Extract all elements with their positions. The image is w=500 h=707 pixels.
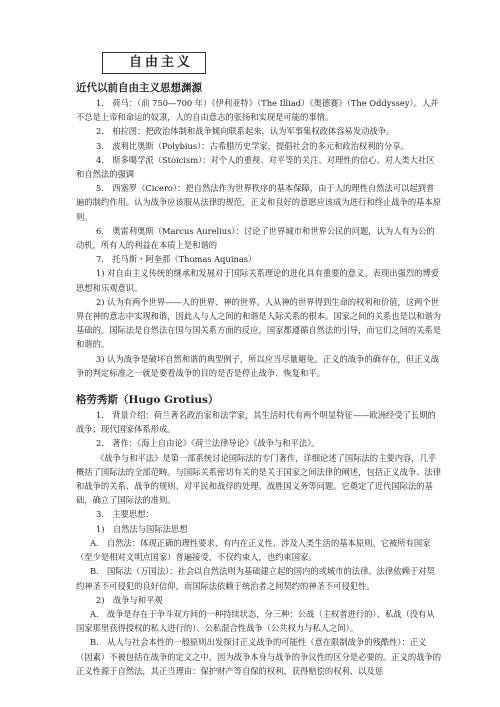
paragraph-just-war: B. 从人与社会本性的一般原则出发探讨正义战争的可能性（意在限制战争的残酷性）：正义（因素）不被包括在战争的定义之中，因为战争本身与战争的争议性的区分是必要的。正义的战争的正义性源于自然法，其正当理由：保护财产等自保的权利、获得赔偿的权利、以及惩 [76, 637, 442, 676]
subheading-war-peace: 2) 战争与和平观 [96, 594, 163, 605]
paragraph-war-and-peace: 《战争与和平法》是第一部系统讨论国际法的专门著作，详细论述了国际法的主要内容，几乎概括了国际法的全部范畴。与国际关系密切有关的是关于国家之间法律的阐述，包括正义战争、法律和战争的关系、战争的规则、对平民和战俘的处理、战胜国义务等问题。它奠定了近代国际法的基础，确立了国际法的准则。 [76, 452, 442, 506]
paragraph-war-types: A. 战争是存在于争斗双方间的一种持续状态，分三种：公战（主权者进行的）、私战（没有从国家那里获得授权的私人进行的）、公私混合性战争（公共权力与私人之间）。 [76, 608, 435, 634]
paragraph-aquinas: 7. 托马斯・阿奎那（Thomas Aquinas） [96, 254, 257, 265]
aquinas-point-1: 1) 对自由主义传统的继承和发展对于国际关系理论的进化具有重要的意义。表现出强烈的博爱思想和乐观意识。 [76, 268, 440, 293]
paragraph-international-law: B. 国际法（万国法）：社会以自然法则为基础建立起的国内的或城市的法律。法律依赖于对契约神圣不可侵犯的良好信仰，而国际法依赖于统治者之间契约的神圣不可侵犯性。 [76, 566, 435, 591]
paragraph-plato: 2. 柏拉图：把政治体制和战争倾向联系起来，认为军事集权政体容易发动战争。 [96, 126, 395, 137]
subheading-natural-law: 1) 自然法与国际法思想 [96, 523, 188, 534]
paragraph-aurelius: 6. 奥雷利奥斯（Marcus Aurelius）：讨论了世界城市和世界公民的问题，认为人有为公的动机，所有人的利益在本质上是和谐的 [76, 225, 435, 251]
paragraph-works: 2. 著作：《海上自由论》《荷兰法律导论》《战争与和平法》。 [96, 438, 320, 449]
section-heading-origins: 近代以前自由主义思想渊源 [76, 82, 202, 94]
document-title: 自由主义 [102, 52, 206, 74]
paragraph-polybius: 3. 波利比奥斯（Polybius）：古希腊历史学家，提倡社会的多元和政治权利的分享。 [96, 140, 409, 151]
paragraph-homer: 1. 荷马：（前 750—700 年）《伊利亚特》（The Illiad）《奥德赛》（The Oddyssey）。人并不总是上帝和命运的奴隶，人的自由意志的张扬和实现是可能的事情。 [76, 98, 439, 123]
paragraph-background: 1. 背景介绍：荷兰著名政治家和法学家，其生活时代有两个明显特征——欧洲经受了长期的战争；现代国家体系形成。 [76, 410, 436, 435]
paragraph-cicero: 5. 西塞罗（Cicero）：把自然法作为世界秩序的基本保障，由于人的理性自然法可以起到普遍的制约作用。认为战争应该服从法律的规范，正义和良好的意愿应该成为进行和终止战争的基本原则。 [76, 183, 442, 222]
section-heading-grotius: 格劳秀斯（Hugo Grotius） [76, 394, 219, 407]
paragraph-stoicism: 4. 斯多噶学派（Stoicism）：对个人的重视、对平等的关注、对理性的信心、对人类大社区和自然法的强调 [76, 154, 435, 180]
aquinas-point-3: 3) 认为战争是破坏自然和谐的典型例子，所以应当尽量避免。正义的战争的确存在，但正义战争的判定标准之一就是要看战争的目的是否是停止战争、恢复和平。 [76, 353, 440, 378]
paragraph-main-ideas: 3. 主要思想： [96, 509, 154, 520]
paragraph-natural-law: A. 自然法：体现正确的理性要求、有内在正义性、涉及人类生活的基本原则。它被所有国家（至少是相对文明点国家）普遍接受，不仅约束人，也约束国家。 [76, 537, 431, 563]
aquinas-point-2: 2) 认为有两个世界——人的世界、神的世界。人从神的世界得到生命的权利和价值，这两个世界在神的意志中实现和谐，因此人与人之间的和谐是人际关系的根本。国家之间的关系也是以和谐为基础的。国际法是自然法在国与国关系方面的反应，国家都遵循自然法的引导，而它们之间的关系是和谐的。 [76, 296, 442, 350]
